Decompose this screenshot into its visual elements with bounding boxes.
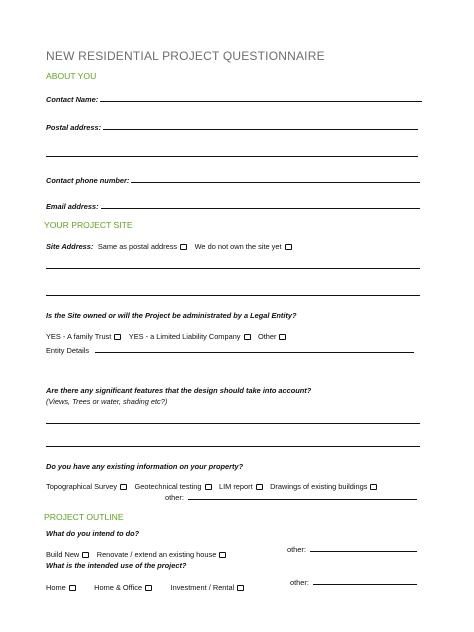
email-label: Email address: [46, 202, 99, 211]
use-other-line[interactable] [313, 577, 417, 585]
site-address-row [46, 236, 295, 254]
postal-address-line-2[interactable] [46, 156, 418, 157]
intend-other-label: other: [287, 545, 306, 554]
entity-details-line[interactable] [95, 345, 414, 353]
section-heading-project-site: YOUR PROJECT SITE [44, 220, 133, 230]
lim-report-checkbox[interactable] [256, 484, 263, 490]
site-address-line-2[interactable] [46, 295, 420, 296]
contact-phone-label: Contact phone number: [46, 176, 130, 185]
site-address-label: Site Address: [46, 242, 94, 251]
intend-question: What do you intend to do? [46, 529, 140, 538]
geotechnical-checkbox[interactable] [205, 484, 212, 490]
investment-label: Investment / Rental [170, 583, 235, 592]
other-entity-label: Other [257, 332, 277, 341]
not-own-site-checkbox[interactable] [285, 244, 292, 250]
postal-address-field[interactable] [46, 122, 418, 132]
renovate-checkbox[interactable] [219, 552, 226, 558]
build-new-label: Build New [46, 550, 80, 559]
same-as-postal-checkbox[interactable] [180, 244, 187, 250]
features-line-2[interactable] [46, 446, 420, 447]
lim-report-label: LIM report [218, 482, 253, 491]
intend-other-line[interactable] [310, 544, 417, 552]
renovate-label: Renovate / extend an existing house [96, 550, 217, 559]
contact-name-line[interactable] [100, 94, 422, 102]
email-field[interactable] [46, 201, 420, 211]
existing-info-other-label: other: [165, 493, 184, 502]
home-office-checkbox[interactable] [145, 585, 152, 591]
document-title: NEW RESIDENTIAL PROJECT QUESTIONNAIRE [46, 49, 325, 63]
yes-company-label: YES - a Limited Liability Company [128, 332, 241, 341]
home-office-label: Home & Office [94, 583, 143, 592]
existing-info-other-line[interactable] [188, 492, 417, 500]
legal-entity-options [46, 326, 289, 344]
contact-name-label: Contact Name: [46, 95, 99, 104]
intend-options [46, 544, 229, 562]
drawings-label: Drawings of existing buildings [270, 482, 368, 491]
email-line[interactable] [101, 201, 420, 209]
yes-family-trust-checkbox[interactable] [114, 334, 121, 340]
contact-name-field[interactable] [46, 94, 422, 104]
contact-phone-field[interactable] [46, 175, 420, 185]
features-hint: (Views, Trees or water, shading etc?) [46, 397, 168, 406]
use-question: What is the intended use of the project? [46, 561, 187, 570]
postal-address-line[interactable] [103, 122, 418, 130]
yes-company-checkbox[interactable] [244, 334, 251, 340]
site-address-line-1[interactable] [46, 268, 420, 269]
legal-entity-question: Is the Site owned or will the Project be administrated by a Legal Entity? [46, 311, 297, 320]
use-other-label: other: [290, 578, 309, 587]
features-line-1[interactable] [46, 423, 420, 424]
same-as-postal-label: Same as postal address [97, 242, 178, 251]
entity-details-field[interactable] [46, 345, 414, 355]
topographical-label: Topographical Survey [46, 482, 118, 491]
existing-info-question: Do you have any existing information on your property? [46, 462, 244, 471]
features-question: Are there any significant features that the design should take into account? [46, 386, 312, 395]
not-own-site-label: We do not own the site yet [194, 242, 282, 251]
home-checkbox[interactable] [69, 585, 76, 591]
geotechnical-label: Geotechnical testing [134, 482, 202, 491]
existing-info-other-field[interactable] [165, 492, 417, 502]
topographical-checkbox[interactable] [120, 484, 127, 490]
use-options [46, 577, 247, 595]
home-label: Home [46, 583, 66, 592]
section-heading-project-outline: PROJECT OUTLINE [44, 512, 124, 522]
postal-address-label: Postal address: [46, 123, 102, 132]
drawings-checkbox[interactable] [370, 484, 377, 490]
other-entity-checkbox[interactable] [279, 334, 286, 340]
yes-family-trust-label: YES - A family Trust [46, 332, 112, 341]
section-heading-about-you: ABOUT YOU [46, 71, 97, 81]
intend-other-field[interactable] [287, 544, 417, 554]
contact-phone-line[interactable] [131, 175, 420, 183]
use-other-field[interactable] [290, 577, 417, 587]
build-new-checkbox[interactable] [82, 552, 89, 558]
entity-details-label: Entity Details [46, 346, 90, 355]
investment-checkbox[interactable] [237, 585, 244, 591]
